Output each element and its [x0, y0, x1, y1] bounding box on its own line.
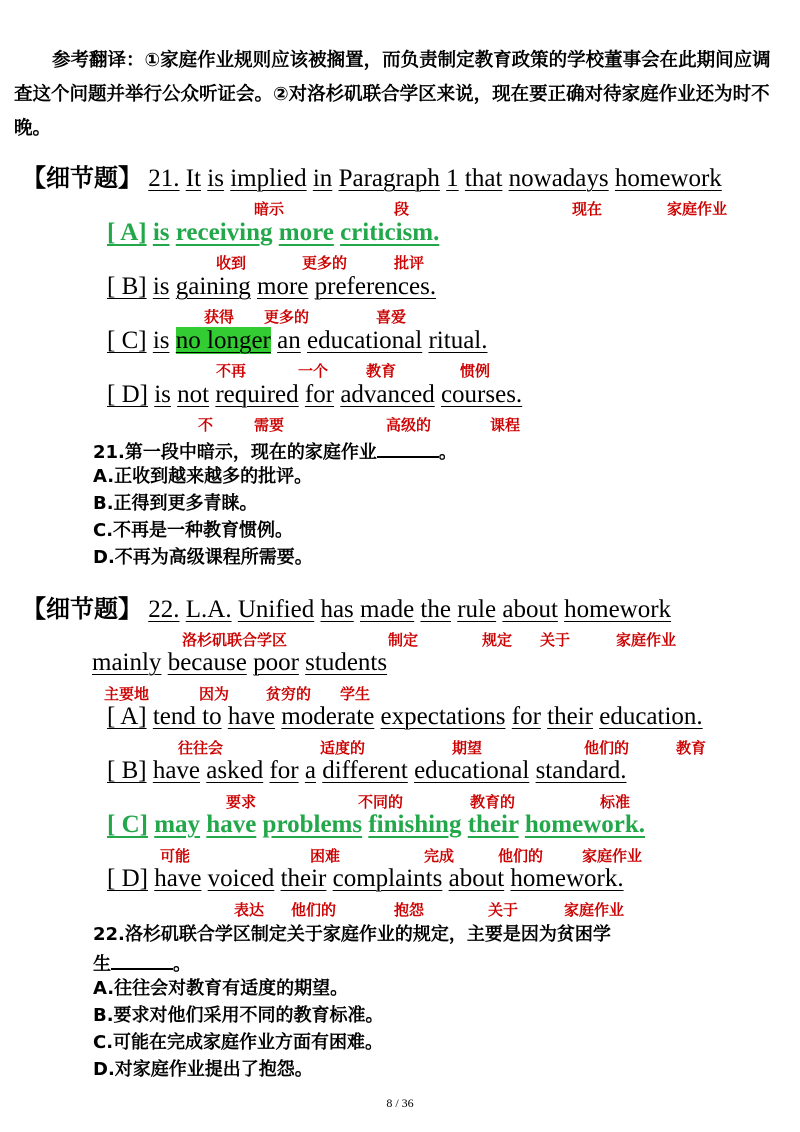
option-letter: [ A]	[107, 703, 147, 730]
q21-stem-word: that	[464, 165, 503, 192]
option-word: their	[467, 811, 519, 838]
q21-option-d	[107, 380, 522, 410]
q21-stem-word: homework	[614, 165, 722, 192]
q21-d-gloss: 需要	[254, 416, 285, 434]
q22-stem-word: rule	[457, 596, 497, 623]
q21-stem-word: is	[207, 165, 224, 192]
q21-stem	[22, 163, 722, 194]
option-word: different	[322, 757, 408, 784]
option-word: their	[547, 703, 593, 730]
highlighted-phrase: no longer	[175, 327, 271, 354]
translation-lead: 参考翻译：	[52, 50, 145, 71]
q22-stem-word: the	[420, 596, 451, 623]
q22-stem-gloss: 关于	[540, 631, 571, 649]
q22-stem-gloss: 家庭作业	[616, 631, 677, 649]
q22-stem-word: because	[167, 649, 247, 676]
q21-b-gloss: 喜爱	[376, 308, 407, 326]
option-word: moderate	[281, 703, 375, 730]
answer-blank	[111, 950, 173, 970]
q22-stem-word: 22.	[148, 596, 180, 623]
q21-cn-question: 21.第一段中暗示，现在的家庭作业 。	[93, 438, 457, 465]
q22-b-gloss: 不同的	[358, 793, 404, 811]
q22-c-gloss: 可能	[160, 847, 191, 865]
q22-stem-word: homework	[564, 596, 672, 623]
q21-c-gloss: 惯例	[460, 362, 491, 380]
q22-option-a	[107, 702, 703, 732]
q21-d-gloss: 课程	[490, 416, 521, 434]
option-word: their	[280, 865, 327, 892]
q21-c-gloss: 教育	[366, 362, 397, 380]
q22-cn-option: A.往往会对教育有适度的期望。	[93, 978, 349, 999]
option-word: have	[152, 757, 201, 784]
option-word: standard.	[535, 757, 627, 784]
q21-stem-word: implied	[230, 165, 307, 192]
option-letter: [ B]	[107, 273, 147, 300]
option-letter: [ C]	[107, 327, 147, 354]
q21-b-gloss: 获得	[204, 308, 235, 326]
q22-c-gloss: 完成	[424, 847, 455, 865]
q22-c-gloss: 他们的	[498, 847, 544, 865]
reference-translation	[14, 44, 786, 146]
option-letter: [ D]	[107, 865, 148, 892]
option-word: is	[152, 219, 170, 246]
q22-d-gloss: 抱怨	[394, 901, 425, 919]
q22-stem-word: Unified	[237, 596, 315, 623]
option-word: have	[154, 865, 202, 892]
option-word: expectations	[380, 703, 506, 730]
q21-cn-option: D.不再为高级课程所需要。	[93, 547, 313, 568]
translation-sentence-1: ①家庭作业规则应该被搁置，而负责制定教育政策的学校董事会在此期间应调查这个问题并举行公众听证会。	[14, 50, 771, 105]
q21-option-c	[107, 326, 488, 356]
option-word: criticism.	[340, 219, 440, 246]
q21-stem-word: in	[312, 165, 333, 192]
option-word: complaints	[332, 865, 443, 892]
q22-a-gloss: 往往会	[178, 739, 224, 757]
translation-sentence-2: ②对洛杉矶联合学区来说，现在要正确对待家庭作业还为时不晚。	[14, 84, 770, 139]
q21-stem-gloss: 现在	[572, 200, 603, 218]
option-word: have	[206, 811, 257, 838]
q22-option-b	[107, 756, 627, 786]
option-word: homework.	[510, 865, 624, 892]
q21-stem-word: 21.	[148, 165, 180, 192]
q22-a-gloss: 教育	[676, 739, 707, 757]
option-word: asked	[206, 757, 264, 784]
page-number: 8 / 36	[386, 1096, 414, 1110]
q21-cn-option: C.不再是一种教育惯例。	[93, 520, 294, 541]
q22-stem-word: L.A.	[185, 596, 232, 623]
q22-a-gloss: 他们的	[584, 739, 630, 757]
q21-stem-word: It	[185, 165, 202, 192]
option-word: receiving	[175, 219, 273, 246]
q22-d-gloss: 家庭作业	[564, 901, 625, 919]
q22-stem-gloss: 规定	[482, 631, 513, 649]
q22-stem-word: mainly	[92, 649, 162, 676]
q22-stem-gloss: 主要地	[104, 685, 150, 703]
option-word: courses.	[440, 381, 523, 408]
option-word: not	[177, 381, 210, 408]
q21-stem-word: Paragraph	[338, 165, 440, 192]
option-word: voiced	[207, 865, 275, 892]
q22-d-gloss: 关于	[488, 901, 519, 919]
q22-stem-gloss: 制定	[388, 631, 419, 649]
q21-c-gloss: 不再	[216, 362, 247, 380]
q21-b-gloss: 更多的	[264, 308, 310, 326]
q22-b-gloss: 教育的	[470, 793, 516, 811]
option-word: educational	[307, 327, 423, 354]
option-word: a	[304, 757, 316, 784]
option-word: an	[277, 327, 301, 354]
option-word: for	[269, 757, 299, 784]
q22-d-gloss: 表达	[234, 901, 265, 919]
q21-a-gloss: 批评	[394, 254, 425, 272]
q22-b-gloss: 标准	[600, 793, 631, 811]
q21-d-gloss: 高级的	[386, 416, 432, 434]
option-word: for	[511, 703, 541, 730]
q22-a-gloss: 适度的	[320, 739, 366, 757]
q22-cn-option: B.要求对他们采用不同的教育标准。	[93, 1005, 384, 1026]
option-word: preferences.	[314, 273, 437, 300]
q21-a-gloss: 更多的	[302, 254, 348, 272]
q22-c-gloss: 家庭作业	[582, 847, 643, 865]
q21-cn-option: A.正收到越来越多的批评。	[93, 466, 313, 487]
option-letter: [ B]	[107, 757, 147, 784]
q21-stem-word: 1	[446, 165, 459, 192]
q22-c-gloss: 困难	[310, 847, 341, 865]
q21-option-b	[107, 272, 436, 302]
q21-a-gloss: 收到	[216, 254, 247, 272]
q22-stem-line-2	[92, 648, 387, 678]
option-word: for	[304, 381, 335, 408]
q22-b-gloss: 要求	[226, 793, 257, 811]
q21-stem-gloss: 家庭作业	[667, 200, 728, 218]
q22-stem-gloss: 因为	[199, 685, 230, 703]
q22-stem-gloss: 贫穷的	[266, 685, 312, 703]
option-word: more	[257, 273, 309, 300]
option-word: is	[154, 381, 171, 408]
q22-stem-word: has	[320, 596, 354, 623]
option-word: is	[152, 273, 170, 300]
q21-stem-gloss: 暗示	[254, 200, 285, 218]
option-word: advanced	[340, 381, 435, 408]
option-word: have	[227, 703, 276, 730]
option-letter: [ C]	[107, 811, 148, 838]
option-word: may	[154, 811, 201, 838]
answer-blank	[377, 438, 439, 458]
q21-d-gloss: 不	[198, 416, 214, 434]
q21-stem-word: nowadays	[508, 165, 609, 192]
option-letter: [ A]	[107, 219, 147, 246]
q22-option-d	[107, 864, 624, 894]
option-word: education.	[599, 703, 703, 730]
option-word: gaining	[175, 273, 251, 300]
q22-stem-word: about	[502, 596, 558, 623]
option-word: required	[215, 381, 299, 408]
q22-d-gloss: 他们的	[291, 901, 337, 919]
option-word: problems	[262, 811, 363, 838]
option-word: educational	[414, 757, 530, 784]
q22-stem-gloss: 学生	[340, 685, 371, 703]
q21-stem-gloss: 段	[394, 200, 410, 218]
option-word: more	[278, 219, 334, 246]
q22-stem-word: students	[305, 649, 388, 676]
q21-option-a	[107, 218, 439, 248]
q22-option-c	[107, 810, 645, 840]
q22-stem-word: poor	[253, 649, 299, 676]
option-word: finishing	[368, 811, 462, 838]
option-word: homework.	[524, 811, 646, 838]
option-word: is	[152, 327, 170, 354]
q22-a-gloss: 期望	[452, 739, 483, 757]
q21-c-gloss: 一个	[298, 362, 329, 380]
q22-cn-question-cont: 生 。	[93, 950, 191, 977]
option-word: tend to	[152, 703, 222, 730]
q22-cn-option: D.对家庭作业提出了抱怨。	[93, 1059, 313, 1080]
option-word: about	[448, 865, 505, 892]
q22-tag: 【细节题】	[22, 595, 142, 623]
q22-stem-line-1	[22, 594, 671, 625]
q21-cn-option: B.正得到更多青睐。	[93, 493, 258, 514]
q22-cn-option: C.可能在完成家庭作业方面有困难。	[93, 1032, 384, 1053]
q22-stem-word: made	[360, 596, 415, 623]
q21-tag: 【细节题】	[22, 164, 142, 192]
q22-stem-gloss: 洛杉矶联合学区	[182, 631, 288, 649]
option-word: ritual.	[428, 327, 488, 354]
q22-cn-question: 22.洛杉矶联合学区制定关于家庭作业的规定，主要是因为贫困学	[93, 924, 611, 945]
option-letter: [ D]	[107, 381, 148, 408]
